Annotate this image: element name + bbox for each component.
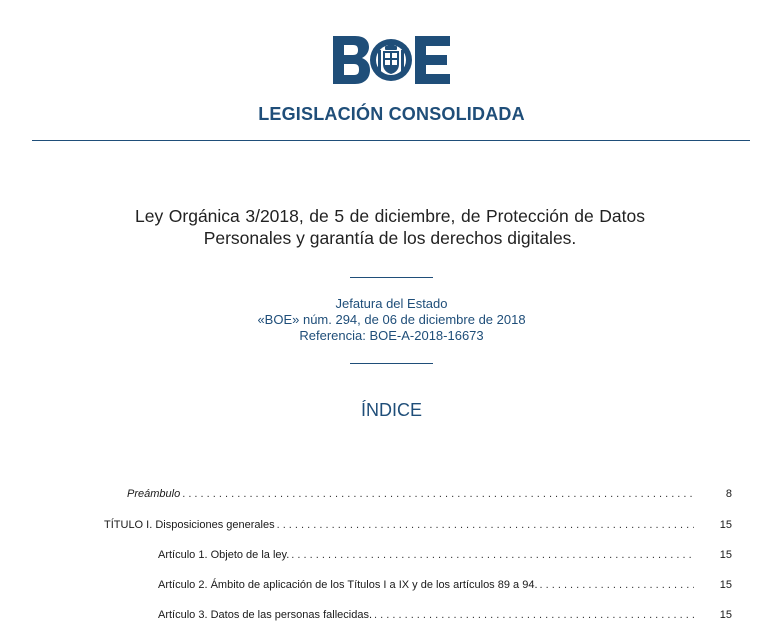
document-reference: Referencia: BOE-A-2018-16673	[299, 328, 484, 343]
header-divider	[32, 140, 750, 141]
toc-entry-titulo-1[interactable]	[104, 519, 732, 531]
toc-entry-label: Artículo 1. Objeto de la ley.	[158, 549, 290, 561]
toc-entry-label: Preámbulo	[127, 488, 181, 500]
toc-entry-articulo-3[interactable]	[158, 609, 732, 621]
title-divider	[350, 277, 433, 278]
toc-leader-dots	[277, 519, 694, 531]
issuer: Jefatura del Estado	[335, 296, 448, 311]
toc-leader-dots	[291, 549, 694, 561]
toc-entry-articulo-2[interactable]	[158, 579, 732, 591]
section-title: LEGISLACIÓN CONSOLIDADA	[258, 104, 525, 124]
toc-entry-label: Artículo 3. Datos de las personas fallecidas.	[158, 609, 373, 621]
document-title	[135, 205, 645, 249]
publication-divider	[350, 363, 433, 364]
toc-entry-label: Artículo 2. Ámbito de aplicación de los Títulos I a IX y de los artículos 89 a 94.	[158, 579, 538, 591]
toc-entry-page: 8	[725, 488, 732, 500]
publication-info	[0, 296, 783, 344]
gazette-reference: «BOE» núm. 294, de 06 de diciembre de 2018	[257, 312, 526, 327]
toc-leader-dots	[540, 579, 695, 591]
toc-entry-articulo-1[interactable]	[158, 549, 732, 561]
boe-logo	[333, 36, 450, 84]
toc-entry-page: 15	[719, 609, 732, 621]
document-title-line-1: Ley Orgánica 3/2018, de 5 de diciembre, de Protección de Datos	[135, 206, 645, 226]
toc-entry-page: 15	[719, 579, 732, 591]
toc-leader-dots	[374, 609, 694, 621]
toc-entry-page: 15	[719, 549, 732, 561]
document-title-line-2: Personales y garantía de los derechos digitales.	[203, 228, 577, 248]
toc-entry-label: TÍTULO I. Disposiciones generales	[104, 519, 275, 531]
index-heading: ÍNDICE	[360, 400, 422, 420]
toc-entry-page: 15	[719, 519, 732, 531]
toc-entry-preambulo[interactable]	[127, 488, 732, 500]
toc-leader-dots	[182, 488, 694, 500]
